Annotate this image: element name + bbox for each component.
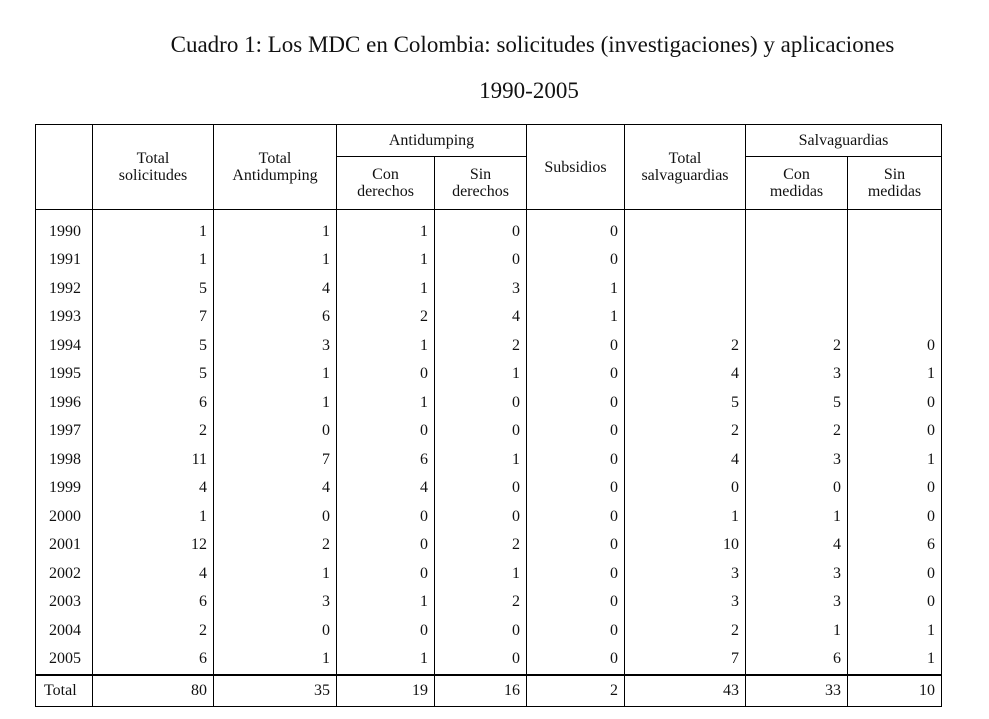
table-cell: 12 [93,531,214,560]
table-cell: 5 [93,332,214,361]
table-cell: 3 [214,588,337,617]
table-row [36,588,942,617]
year-cell: 1997 [36,417,93,446]
table-cell: 1 [435,360,527,389]
table-cell: 3 [435,275,527,304]
header-ad-con-derechos [337,157,435,210]
table-row [36,617,942,646]
table-cell: 0 [746,474,848,503]
table-cell: 1 [848,617,942,646]
table-cell: 0 [214,417,337,446]
table-cell [746,303,848,332]
table-cell: 0 [435,503,527,532]
table-cell: 1 [435,560,527,589]
year-cell: 2004 [36,617,93,646]
table-cell: 1 [435,446,527,475]
table-cell: 0 [435,389,527,418]
table-row [36,303,942,332]
year-cell: 1999 [36,474,93,503]
table-cell: 3 [746,560,848,589]
table-cell [625,303,746,332]
table-row [36,246,942,275]
table-cell: 2 [93,417,214,446]
table-cell: 6 [337,446,435,475]
header-total-solicitudes-label: Total solicitudes [118,150,188,184]
table-cell: 3 [746,446,848,475]
table-cell: 4 [93,474,214,503]
table-cell: 2 [746,332,848,361]
total-cell: 2 [527,675,625,707]
table-cell: 0 [435,210,527,247]
table-row [36,474,942,503]
table-cell: 5 [93,360,214,389]
table-row [36,560,942,589]
table-cell: 0 [337,560,435,589]
year-cell: 1995 [36,360,93,389]
header-sv-con-medidas [746,157,848,210]
year-cell: 2001 [36,531,93,560]
table-cell: 1 [527,303,625,332]
table-cell: 0 [337,531,435,560]
table-cell: 1 [337,332,435,361]
total-cell: 35 [214,675,337,707]
table-cell: 4 [93,560,214,589]
table-cell: 4 [746,531,848,560]
table-cell: 0 [527,389,625,418]
table-cell: 0 [435,474,527,503]
table-cell: 0 [527,246,625,275]
table-cell: 0 [527,588,625,617]
table-cell: 3 [746,360,848,389]
table-cell: 5 [93,275,214,304]
total-cell: 19 [337,675,435,707]
table-cell [746,275,848,304]
table-cell [848,246,942,275]
table-cell: 0 [527,560,625,589]
table-cell: 0 [848,332,942,361]
table-cell: 2 [625,332,746,361]
table-cell: 0 [435,645,527,675]
year-cell: 1991 [36,246,93,275]
header-ad-sin-derechos [435,157,527,210]
total-cell: Total [36,675,93,707]
year-cell: 2003 [36,588,93,617]
table-row [36,332,942,361]
table-cell: 1 [746,617,848,646]
header-subsidios: Subsidios [527,125,625,210]
year-cell: 2000 [36,503,93,532]
year-cell: 1990 [36,210,93,247]
table-cell: 0 [527,645,625,675]
year-cell: 2002 [36,560,93,589]
table-cell: 0 [435,617,527,646]
header-ad-sin-derechos-label: Sin derechos [452,166,509,200]
table-cell: 0 [337,503,435,532]
table-row [36,275,942,304]
total-cell: 80 [93,675,214,707]
table-cell: 4 [214,275,337,304]
header-total-solicitudes [93,125,214,210]
table-cell: 1 [848,360,942,389]
table-cell: 0 [527,531,625,560]
table-cell: 1 [93,210,214,247]
table-cell: 1 [337,588,435,617]
mdc-table [35,124,942,707]
table-cell: 0 [527,210,625,247]
table-cell: 1 [337,389,435,418]
table-cell: 0 [337,417,435,446]
table-cell [848,210,942,247]
year-cell: 1993 [36,303,93,332]
table-row [36,360,942,389]
year-cell: 2005 [36,645,93,675]
table-cell: 0 [435,246,527,275]
table-cell: 1 [337,210,435,247]
header-total-salvaguardias [625,125,746,210]
table-row [36,417,942,446]
table-cell: 6 [93,588,214,617]
table-row [36,446,942,475]
table-row [36,503,942,532]
header-year [36,125,93,210]
table-cell: 1 [214,389,337,418]
table-cell: 0 [435,417,527,446]
table-cell: 4 [214,474,337,503]
table-cell: 0 [848,560,942,589]
total-cell: 16 [435,675,527,707]
table-row [36,210,942,247]
table-cell: 0 [625,474,746,503]
table-cell: 0 [527,417,625,446]
table-cell: 4 [625,446,746,475]
year-cell: 1994 [36,332,93,361]
table-cell: 1 [848,645,942,675]
table-cell: 3 [214,332,337,361]
table-cell: 2 [435,588,527,617]
table-cell: 5 [625,389,746,418]
table-cell: 0 [527,360,625,389]
table-cell: 5 [746,389,848,418]
table-cell: 0 [527,474,625,503]
table-cell: 1 [93,503,214,532]
table-subtitle-years: 1990-2005 [479,78,579,103]
table-cell: 7 [93,303,214,332]
header-ad-con-derechos-label: Con derechos [357,166,414,200]
table-cell: 1 [214,645,337,675]
table-cell: 0 [848,474,942,503]
table-title: Cuadro 1: Los MDC en Colombia: solicitudes (investigaciones) y aplicaciones [170,32,895,57]
table-cell: 2 [625,417,746,446]
table-cell: 1 [337,275,435,304]
table-cell: 4 [625,360,746,389]
table-cell: 11 [93,446,214,475]
table-cell: 0 [527,446,625,475]
table-cell [848,275,942,304]
table-cell: 1 [746,503,848,532]
year-cell: 1996 [36,389,93,418]
table-cell: 3 [625,588,746,617]
total-cell: 33 [746,675,848,707]
table-cell: 6 [746,645,848,675]
header-sv-con-medidas-label: Con medidas [769,166,824,200]
table-cell [746,246,848,275]
table-cell: 0 [214,503,337,532]
table-cell: 6 [93,645,214,675]
table-cell: 4 [435,303,527,332]
table-cell: 6 [214,303,337,332]
table-row [36,645,942,675]
table-cell: 2 [625,617,746,646]
table-cell: 0 [214,617,337,646]
header-total-antidumping-label: Total Antidumping [232,150,318,184]
table-cell: 2 [435,332,527,361]
header-sv-sin-medidas [848,157,942,210]
table-cell: 2 [93,617,214,646]
header-antidumping-group: Antidumping [337,125,527,157]
table-cell: 10 [625,531,746,560]
table-body [36,210,942,675]
table-cell: 0 [527,332,625,361]
table-cell: 1 [214,210,337,247]
table-cell: 3 [625,560,746,589]
total-row [36,675,942,707]
year-cell: 1992 [36,275,93,304]
table-cell: 6 [848,531,942,560]
header-total-antidumping [214,125,337,210]
table-cell [625,275,746,304]
table-cell: 1 [214,360,337,389]
table-cell: 1 [93,246,214,275]
table-cell: 0 [527,503,625,532]
table-cell: 3 [746,588,848,617]
table-cell: 2 [746,417,848,446]
table-cell [746,210,848,247]
table-cell: 0 [337,360,435,389]
header-sv-sin-medidas-label: Sin medidas [867,166,922,200]
table-cell: 1 [214,246,337,275]
table-cell: 0 [337,617,435,646]
table-cell: 7 [214,446,337,475]
table-cell: 7 [625,645,746,675]
header-salvaguardias-group: Salvaguardias [746,125,942,157]
table-cell [848,303,942,332]
table-cell [625,210,746,247]
table-cell: 0 [848,417,942,446]
table-cell: 0 [527,617,625,646]
total-cell: 43 [625,675,746,707]
year-cell: 1998 [36,446,93,475]
table-cell: 1 [527,275,625,304]
table-cell: 1 [848,446,942,475]
table-row [36,389,942,418]
table-cell: 1 [625,503,746,532]
table-row [36,531,942,560]
table-cell: 1 [337,246,435,275]
table-cell: 2 [214,531,337,560]
table-cell: 0 [848,588,942,617]
table-cell: 6 [93,389,214,418]
table-cell: 1 [337,645,435,675]
table-cell: 1 [214,560,337,589]
header-total-salvaguardias-label: Total salvaguardias [641,150,729,184]
table-cell: 2 [337,303,435,332]
table-cell: 0 [848,389,942,418]
table-cell: 2 [435,531,527,560]
table-cell: 4 [337,474,435,503]
table-cell [625,246,746,275]
total-cell: 10 [848,675,942,707]
table-cell: 0 [848,503,942,532]
